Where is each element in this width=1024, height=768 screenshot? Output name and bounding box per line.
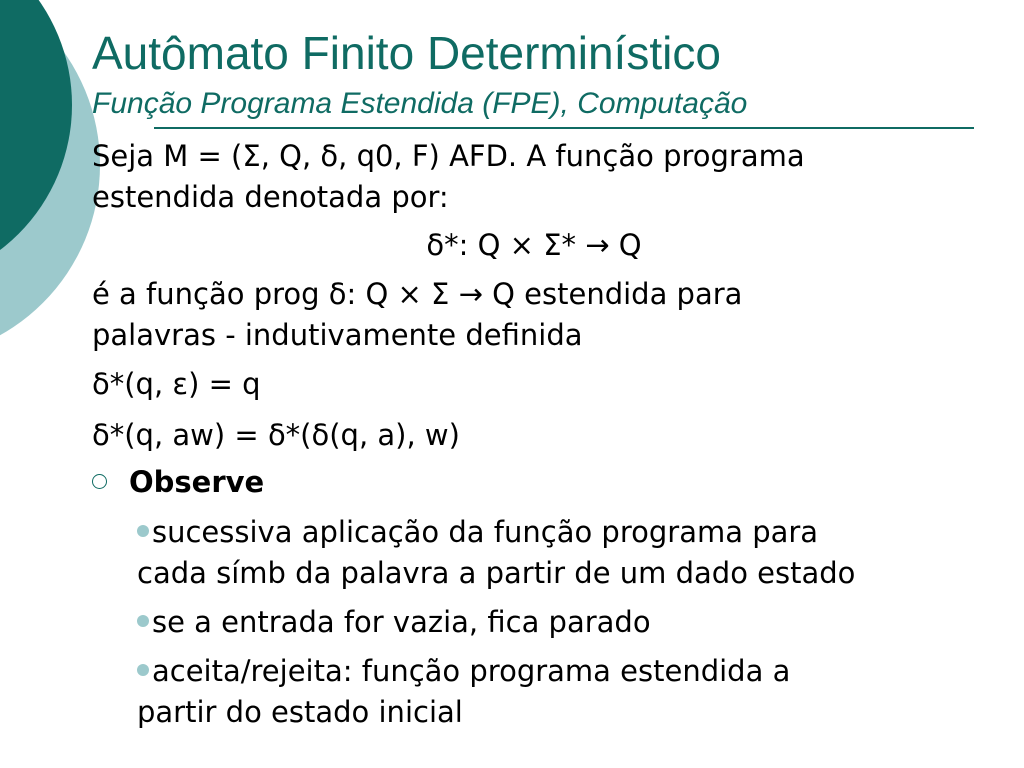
intro-line-2: estendida denotada por: [92,180,449,214]
intro-line-1: Seja M = (Σ, Q, δ, q0, F) AFD. A função programa [92,139,805,173]
description-line-2: palavras - indutivamente definida [92,318,583,352]
observe-item-text: aceita/rejeita: função programa estendida a [152,654,791,688]
observe-item-3-line-1 [137,651,790,691]
rule-recursive: δ*(q, aw) = δ*(δ(q, a), w) [92,418,460,452]
observe-bullet [92,462,264,502]
dot-bullet-icon [137,525,149,537]
observe-item-2 [137,602,651,642]
observe-item-1-line-2: cada símb da palavra a partir de um dado estado [137,556,856,590]
slide-subtitle: Função Programa Estendida (FPE), Computação [92,87,748,120]
description-line-1: é a função prog δ: Q × Σ → Q estendida para [92,277,743,311]
rule-empty-word: δ*(q, ε) = q [92,367,261,401]
dot-bullet-icon [137,664,149,676]
observe-item-text: se a entrada for vazia, fica parado [152,605,651,639]
observe-item-1-line-1 [137,512,818,552]
formula: δ*: Q × Σ* → Q [426,228,642,262]
title-divider [154,127,974,129]
observe-label: Observe [129,465,265,499]
slide-title: Autômato Finito Determinístico [92,27,721,79]
observe-item-3-line-2: partir do estado inicial [137,695,463,729]
hollow-circle-bullet-icon [92,474,107,489]
observe-item-text: sucessiva aplicação da função programa para [152,515,819,549]
dot-bullet-icon [137,615,149,627]
